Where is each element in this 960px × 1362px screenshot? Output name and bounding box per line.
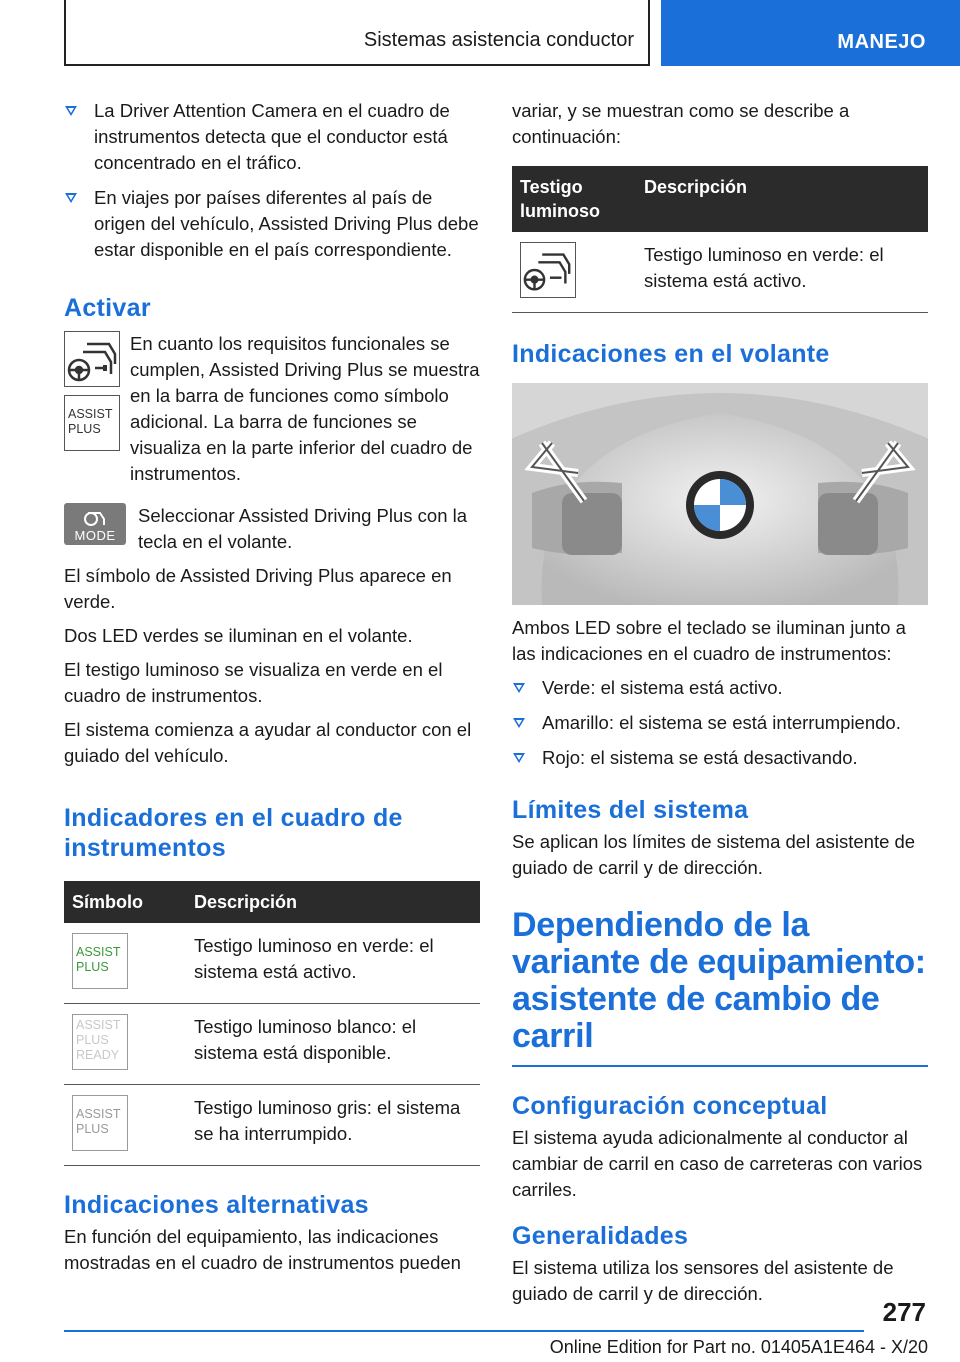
heading-config: Configuración conceptual bbox=[512, 1092, 828, 1120]
list-item: La Driver Attention Camera en el cuadro de instrumentos detecta que el conductor está concentrado en el tráfico. bbox=[64, 98, 480, 176]
triangle-bullet-icon bbox=[513, 683, 525, 693]
warning-light-table bbox=[512, 166, 928, 313]
heading-volante: Indicaciones en el volante bbox=[512, 340, 830, 368]
table-header: Descripción bbox=[636, 166, 928, 232]
mode-button-icon bbox=[64, 503, 126, 545]
page-number: 277 bbox=[882, 1297, 926, 1327]
chapter-title: MANEJO bbox=[837, 31, 926, 53]
assisted-driving-icon bbox=[64, 331, 120, 387]
paragraph: El símbolo de Assisted Driving Plus aparece en verde. bbox=[64, 565, 452, 612]
config-text: El sistema ayuda adicionalmente al conductor al cambiar de carril en caso de carreteras con varios carriles. bbox=[512, 1127, 923, 1200]
general-text: El sistema utiliza los sensores del asistente de guiado de carril y de dirección. bbox=[512, 1257, 894, 1304]
paragraph: El sistema comienza a ayudar al conductor con el guiado del vehículo. bbox=[64, 719, 472, 766]
chapter-tab bbox=[661, 0, 960, 66]
assist-plus-label: ASSIST PLUS bbox=[68, 407, 113, 436]
triangle-bullet-icon bbox=[513, 718, 525, 728]
triangle-bullet-icon bbox=[513, 753, 525, 763]
right-column bbox=[512, 98, 928, 1315]
heading-alternativas: Indicaciones alternativas bbox=[64, 1191, 369, 1219]
table-header: Testigo luminoso bbox=[512, 166, 636, 232]
heading-indicadores: Indicadores en el cuadro de instrumentos bbox=[64, 804, 403, 862]
symbol-table bbox=[64, 881, 480, 1166]
activar-text: En cuanto los requisitos funcionales se cumplen, Assisted Driving Plus se muestra en la barra de funciones como símbolo adicional. La barra de funciones se visualiza en la parte inferior del cuadro de instrumentos. bbox=[130, 333, 480, 484]
section-title: Sistemas asistencia conductor bbox=[363, 29, 634, 51]
heading-generalidades: Generalidades bbox=[512, 1222, 689, 1250]
footer-text: Online Edition for Part no. 01405A1E464 - X/20 bbox=[549, 1337, 928, 1357]
table-row bbox=[64, 1004, 480, 1085]
running-header bbox=[64, 0, 650, 66]
limites-text: Se aplican los límites de sistema del asistente de guiado de carril y de dirección. bbox=[512, 831, 916, 878]
table-cell: Testigo luminoso en verde: el sistema está activo. bbox=[186, 923, 480, 1004]
table-row bbox=[64, 923, 480, 1004]
paragraph: Dos LED verdes se iluminan en el volante. bbox=[64, 625, 413, 646]
mode-text: Seleccionar Assisted Driving Plus con la tecla en el volante. bbox=[138, 505, 468, 552]
chapter-heading: Dependiendo de la variante de equipamiento: asistente de cambio de carril bbox=[512, 907, 928, 1067]
assist-plus-green-icon: ASSIST PLUS bbox=[72, 933, 128, 989]
assist-plus-icon bbox=[64, 395, 120, 451]
list-item: Amarillo: el sistema se está interrumpiendo. bbox=[512, 710, 928, 736]
paragraph: El testigo luminoso se visualiza en verde en el cuadro de instrumentos. bbox=[64, 659, 443, 706]
volante-text: Ambos LED sobre el teclado se iluminan junto a las indicaciones en el cuadro de instrumentos: bbox=[512, 617, 906, 664]
table-cell: Testigo luminoso gris: el sistema se ha interrumpido. bbox=[186, 1085, 480, 1166]
table-row bbox=[64, 1085, 480, 1166]
triangle-bullet-icon bbox=[65, 106, 77, 116]
heading-activar: Activar bbox=[64, 294, 151, 322]
assist-plus-ready-icon: ASSIST PLUS READY bbox=[72, 1014, 128, 1070]
assisted-driving-green-icon bbox=[520, 242, 576, 298]
footer-divider bbox=[64, 1330, 864, 1332]
table-row bbox=[512, 232, 928, 313]
table-header: Símbolo bbox=[64, 881, 186, 923]
triangle-bullet-icon bbox=[65, 193, 77, 203]
continuation-text: variar, y se muestran como se describe a continuación: bbox=[512, 100, 850, 147]
list-item: En viajes por países diferentes al país de origen del vehículo, Assisted Driving Plus debe estar disponible en el país correspondiente. bbox=[64, 185, 480, 263]
list-item: Rojo: el sistema se está desactivando. bbox=[512, 745, 928, 771]
table-cell: Testigo luminoso blanco: el sistema está disponible. bbox=[186, 1004, 480, 1085]
left-column bbox=[64, 98, 480, 1284]
alt-text: En función del equipamiento, las indicaciones mostradas en el cuadro de instrumentos pueden bbox=[64, 1226, 461, 1273]
heading-limites: Límites del sistema bbox=[512, 796, 749, 824]
list-item: Verde: el sistema está activo. bbox=[512, 675, 928, 701]
table-header: Descripción bbox=[186, 881, 480, 923]
table-cell: Testigo luminoso en verde: el sistema está activo. bbox=[636, 232, 928, 313]
mode-label: MODE bbox=[74, 528, 116, 543]
steering-wheel-image bbox=[512, 383, 928, 605]
assist-plus-gray-icon: ASSIST PLUS bbox=[72, 1095, 128, 1151]
